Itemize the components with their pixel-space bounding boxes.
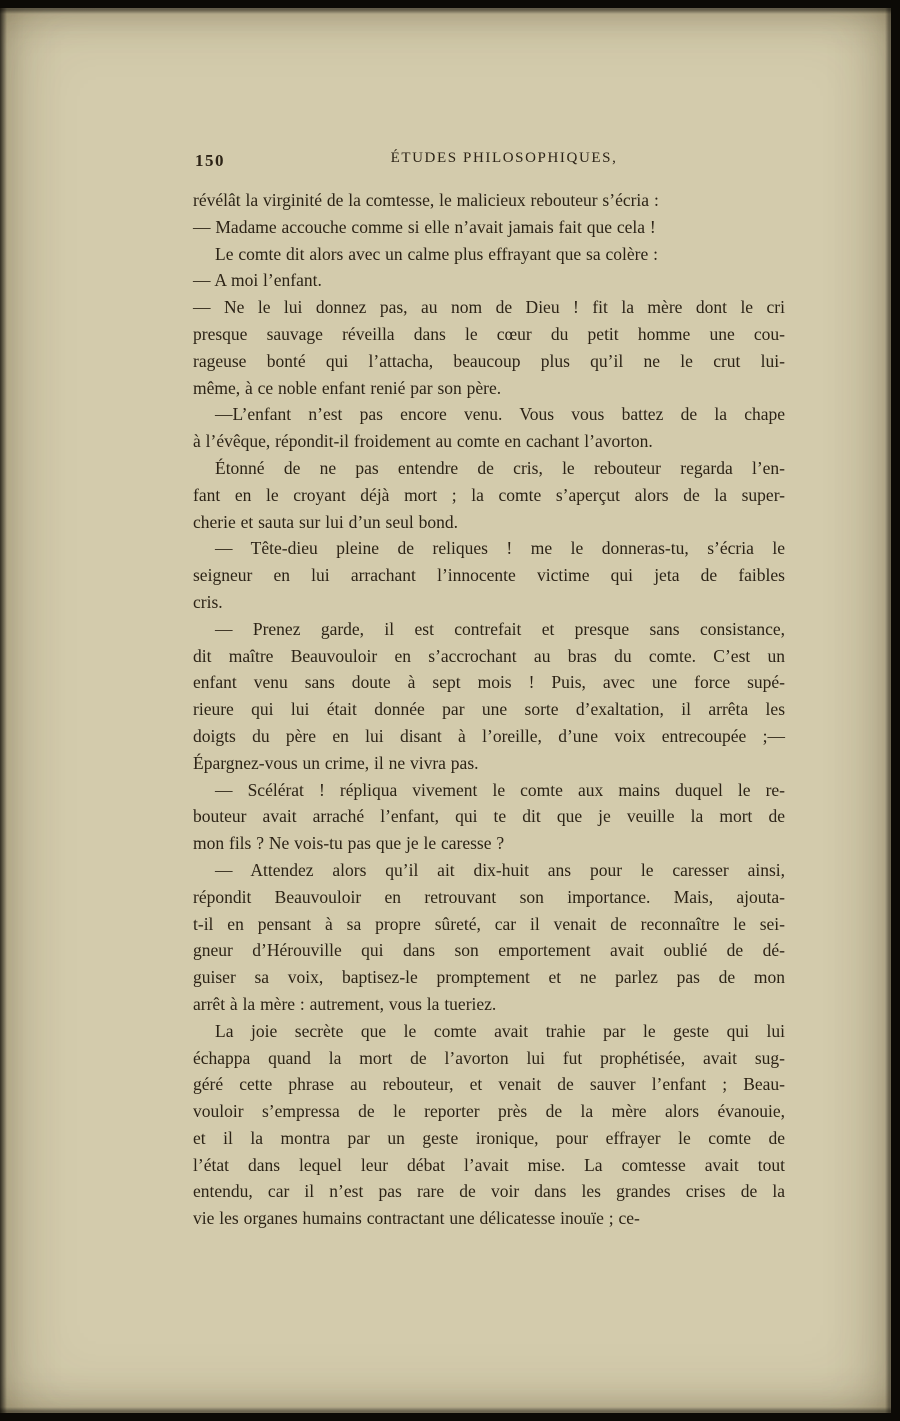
text-line: bouteur avait arraché l’enfant, qui te dit que je veuille la mort de <box>193 806 785 827</box>
page-header <box>193 150 785 174</box>
page-number: 150 <box>195 151 225 170</box>
text-line: fant en le croyant déjà mort ; la comte s’aperçut alors de la super- <box>193 484 785 505</box>
scan-edge-bottom <box>0 1407 900 1421</box>
page-content <box>193 150 785 1232</box>
text-line: vie les organes humains contractant une délicatesse inouïe ; ce- <box>193 1208 640 1229</box>
scan-edge-top <box>0 0 900 14</box>
text-line: révélât la virginité de la comtesse, le malicieux rebouteur s’écria : <box>193 190 659 210</box>
text-line: Épargnez-vous un crime, il ne vivra pas. <box>193 752 479 773</box>
text-line: même, à ce noble enfant renié par son père. <box>193 377 502 398</box>
text-line: cris. <box>193 591 223 612</box>
scan-edge-right <box>885 0 900 1421</box>
text-line: — A moi l’enfant. <box>193 270 322 291</box>
text-line: entendu, car il n’est pas rare de voir dans les grandes crises de la <box>193 1181 785 1202</box>
text-line: gneur d’Hérouville qui dans son emportement avait oublié de dé- <box>193 940 785 961</box>
text-line: rieure qui lui était donnée par une sorte d’exaltation, il arrêta les <box>193 699 785 720</box>
text-line: rageuse bonté qui l’attacha, beaucoup plus qu’il ne le crut lui- <box>193 350 785 371</box>
text-line: arrêt à la mère : autrement, vous la tueriez. <box>193 993 497 1014</box>
text-line: Étonné de ne pas entendre de cris, le rebouteur regarda l’en- <box>215 457 785 478</box>
text-line: l’état dans lequel leur débat l’avait mise. La comtesse avait tout <box>193 1154 785 1175</box>
text-line: — Prenez garde, il est contrefait et presque sans consistance, <box>215 618 785 639</box>
text-block <box>193 187 785 1232</box>
scan-edge-left <box>0 0 7 1421</box>
text-line: —L’enfant n’est pas encore venu. Vous vous battez de la chape <box>215 404 785 425</box>
running-title: ÉTUDES PHILOSOPHIQUES, <box>390 150 618 166</box>
text-line: et il la montra par un geste ironique, pour effrayer le comte de <box>193 1127 785 1148</box>
text-line: La joie secrète que le comte avait trahie par le geste qui lui <box>215 1020 785 1041</box>
text-line: enfant venu sans doute à sept mois ! Puis, avec une force supé- <box>193 672 785 693</box>
text-line: — Madame accouche comme si elle n’avait jamais fait que cela ! <box>193 216 656 237</box>
text-line: mon fils ? Ne vois-tu pas que je le caresse ? <box>193 833 505 854</box>
text-line: géré cette phrase au rebouteur, et venait de sauver l’enfant ; Beau- <box>193 1074 785 1095</box>
text-line: Le comte dit alors avec un calme plus effrayant que sa colère : <box>215 243 658 264</box>
text-line: vouloir s’empressa de le reporter près de la mère alors évanouie, <box>193 1101 785 1122</box>
text-line: — Ne le lui donnez pas, au nom de Dieu ! fit la mère dont le cri <box>193 297 785 318</box>
text-line: cherie et sauta sur lui d’un seul bond. <box>193 511 458 532</box>
text-line: doigts du père en lui disant à l’oreille, d’une voix entrecoupée ;— <box>193 725 785 746</box>
text-line: répondit Beauvouloir en retrouvant son importance. Mais, ajouta- <box>193 886 785 907</box>
text-line: — Attendez alors qu’il ait dix-huit ans pour le caresser ainsi, <box>215 859 785 880</box>
text-line: — Tête-dieu pleine de reliques ! me le donneras-tu, s’écria le <box>215 538 785 559</box>
text-line: dit maître Beauvouloir en s’accrochant au bras du comte. C’est un <box>193 645 785 666</box>
text-line: — Scélérat ! répliqua vivement le comte aux mains duquel le re- <box>215 779 785 800</box>
text-line: à l’évêque, répondit-il froidement au comte en cachant l’avorton. <box>193 431 653 452</box>
text-line: seigneur en lui arrachant l’innocente victime qui jeta de faibles <box>193 565 785 586</box>
text-line: guiser sa voix, baptisez-le promptement et ne parlez pas de mon <box>193 967 785 988</box>
text-line: presque sauvage réveilla dans le cœur du petit homme une cou- <box>193 323 785 344</box>
text-line: t-il en pensant à sa propre sûreté, car il venait de reconnaître le sei- <box>193 913 785 934</box>
text-line: échappa quand la mort de l’avorton lui fut prophétisée, avait sug- <box>193 1047 785 1068</box>
